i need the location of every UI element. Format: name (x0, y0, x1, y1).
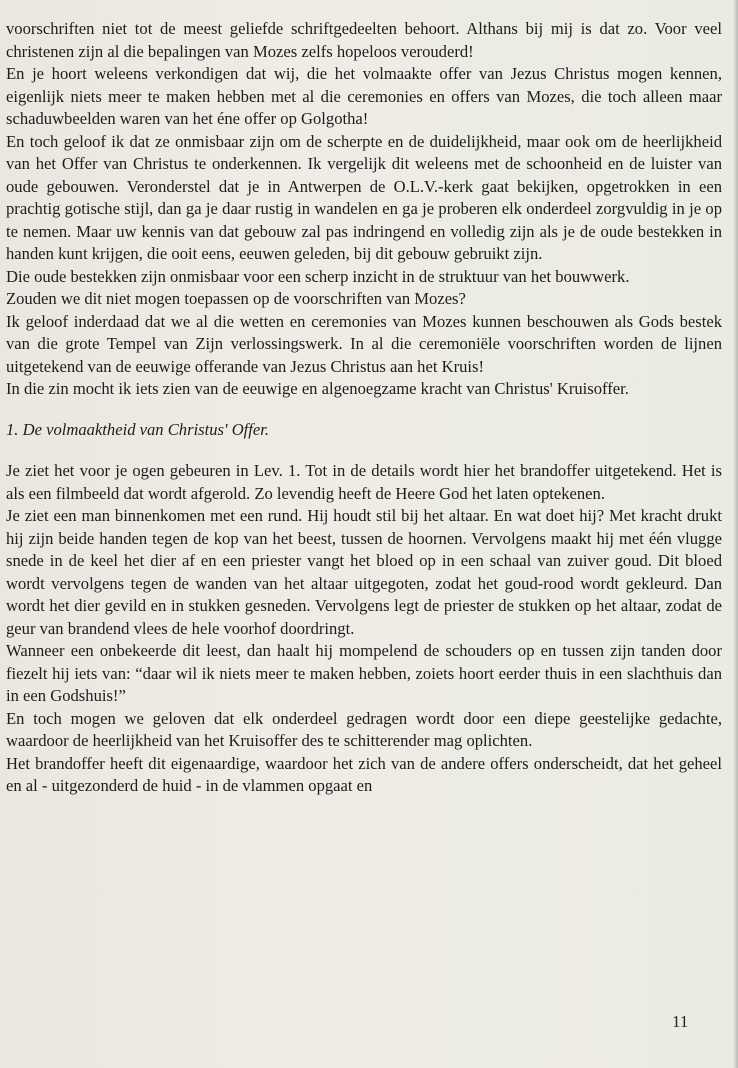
page-edge-shadow (733, 0, 738, 1068)
paragraph: Je ziet het voor je ogen gebeuren in Lev. 1. Tot in de details wordt hier het brandoffer uitgetekend. Het is als een filmbeeld dat wordt afgerold. Zo levendig heeft de Heere God het laten optekenen. (6, 461, 722, 503)
paragraph: Je ziet een man binnenkomen met een rund. Hij houdt stil bij het altaar. En wat doet hij? Met kracht drukt hij zijn beide handen tegen de kop van het beest, tussen de hoornen. Vervolgens maakt hij met één vlugge snede in de keel het dier af en een priester vangt het bloed op in een schaal van zuiver goud. Dit bloed wordt vervolgens tegen de wanden van het altaar uitgegoten, zodat het goud-rood wordt gekleurd. Dan wordt het dier gevild en in stukken gesneden. Vervolgens legt de priester de stukken op het altaar, zodat de geur van brandend vlees de hele voorhof doordringt. (6, 506, 722, 638)
paragraph: Zouden we dit niet mogen toepassen op de voorschriften van Mozes? (6, 289, 466, 308)
paragraph: Ik geloof inderdaad dat we al die wetten en ceremonies van Mozes kunnen beschouwen als Gods bestek van die grote Tempel van Zijn verlossingswerk. In al die ceremoniële voorschriften worden de lijnen uitgetekend van de eeuwige offerande van Jezus Christus aan het Kruis! (6, 311, 722, 376)
section-heading: 1. De volmaaktheid van Christus' Offer. (6, 419, 270, 439)
body-text (6, 18, 722, 798)
paragraph: voorschriften niet tot de meest geliefde schriftgedeelten behoort. Althans bij mij is dat zo. Voor veel christenen zijn al die bepalingen van Mozes zelfs hopeloos verouderd! (6, 19, 722, 61)
paragraph: Het brandoffer heeft dit eigenaardige, waardoor het zich van de andere offers onderscheidt, dat het geheel en al - uitgezonderd de huid - in de vlammen opgaat en (6, 753, 722, 795)
paragraph: En toch geloof ik dat ze onmisbaar zijn om de scherpte en de duidelijkheid, maar ook om de heerlijkheid van het Offer van Christus te onderkennen. Ik vergelijk dit weleens met de schoonheid en de luister van oude gebouwen. Veronderstel dat je in Antwerpen de O.L.V.-kerk gaat bekijken, opgetrokken in een prachtig gotische stijl, dan ga je daar rustig in wandelen en ga je proberen elk onderdeel zorgvuldig in je op te nemen. Maar uw kennis van dat gebouw zal pas indringend en volledig zijn als je de oude bestekken in handen kunt krijgen, die ooit eens, eeuwen geleden, bij dit gebouw gebruikt zijn. (6, 131, 722, 263)
paragraph: In die zin mocht ik iets zien van de eeuwige en algenoegzame kracht van Christus' Kruisoffer. (6, 379, 629, 398)
paragraph: En je hoort weleens verkondigen dat wij, die het volmaakte offer van Jezus Christus mogen kennen, eigenlijk niets meer te maken hebben met al die ceremonies en offers van Mozes, die toch alleen maar schaduwbeelden waren van het éne offer op Golgotha! (6, 64, 722, 128)
paragraph: Die oude bestekken zijn onmisbaar voor een scherp inzicht in de struktuur van het bouwwerk. (6, 266, 630, 286)
paragraph: En toch mogen we geloven dat elk onderdeel gedragen wordt door een diepe geestelijke gedachte, waardoor de heerlijkheid van het Kruisoffer des te schitterender mag oplichten. (6, 708, 722, 750)
paragraph: Wanneer een onbekeerde dit leest, dan haalt hij mompelend de schouders op en tussen zijn tanden door fiezelt hij iets van: “daar wil ik niets meer te maken hebben, zoiets hoort eerder thuis in een slachthuis dan in een Godshuis!” (6, 641, 722, 705)
page-number: 11 (672, 1012, 689, 1031)
